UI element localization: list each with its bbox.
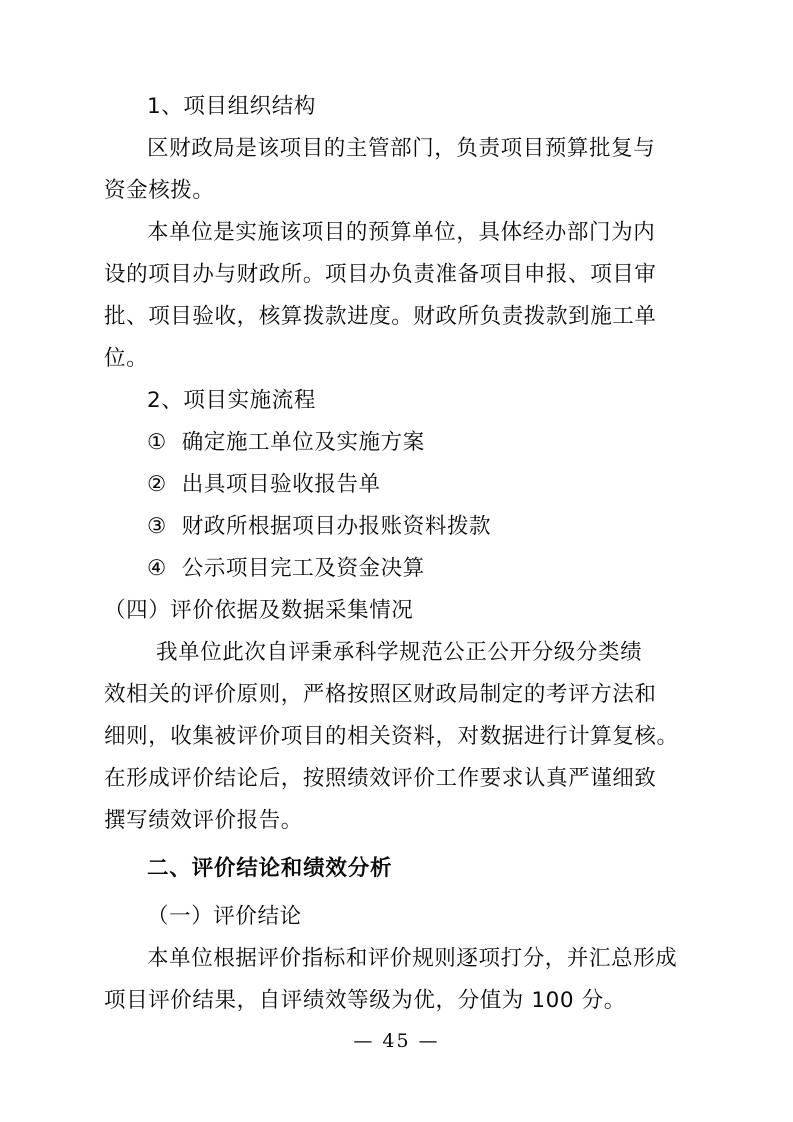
paragraph-line: 细则，收集被评价项目的相关资料，对数据进行计算复核。 (104, 724, 679, 749)
document-body (104, 86, 689, 1022)
section-subheading: （一）评价结论 (147, 904, 302, 929)
paragraph-heading-2: 2、项目实施流程 (147, 388, 316, 413)
list-item: ③ 财政所根据项目办报账资料拨款 (147, 514, 492, 539)
paragraph-line: 撰写绩效评价报告。 (104, 808, 303, 833)
section-heading: 二、评价结论和绩效分析 (147, 856, 393, 881)
paragraph-line: 设的项目办与财政所。项目办负责准备项目申报、项目审 (104, 262, 657, 287)
paragraph-line: 资金核拨。 (104, 178, 215, 203)
paragraph-line: 区财政局是该项目的主管部门，负责项目预算批复与 (147, 136, 656, 161)
list-item: ④ 公示项目完工及资金决算 (147, 556, 425, 581)
paragraph-line: 本单位是实施该项目的预算单位，具体经办部门为内 (147, 220, 656, 245)
list-item: ② 出具项目验收报告单 (147, 472, 381, 497)
paragraph-line: 项目评价结果，自评绩效等级为优，分值为 100 分。 (104, 988, 626, 1013)
paragraph-line: 我单位此次自评秉承科学规范公正公开分级分类绩 (156, 640, 643, 665)
paragraph-line: 本单位根据评价指标和评价规则逐项打分，并汇总形成 (147, 946, 678, 971)
section-subheading: （四）评价依据及数据采集情况 (104, 598, 414, 623)
paragraph-line: 在形成评价结论后，按照绩效评价工作要求认真严谨细致 (104, 766, 657, 791)
paragraph-heading-1: 1、项目组织结构 (147, 94, 316, 119)
page-number: — 45 — (353, 1030, 440, 1052)
paragraph-line: 效相关的评价原则，严格按照区财政局制定的考评方法和 (104, 682, 657, 707)
paragraph-line: 位。 (104, 346, 149, 371)
list-item: ① 确定施工单位及实施方案 (147, 430, 425, 455)
paragraph-line: 批、项目验收，核算拨款进度。财政所负责拨款到施工单 (104, 304, 657, 329)
